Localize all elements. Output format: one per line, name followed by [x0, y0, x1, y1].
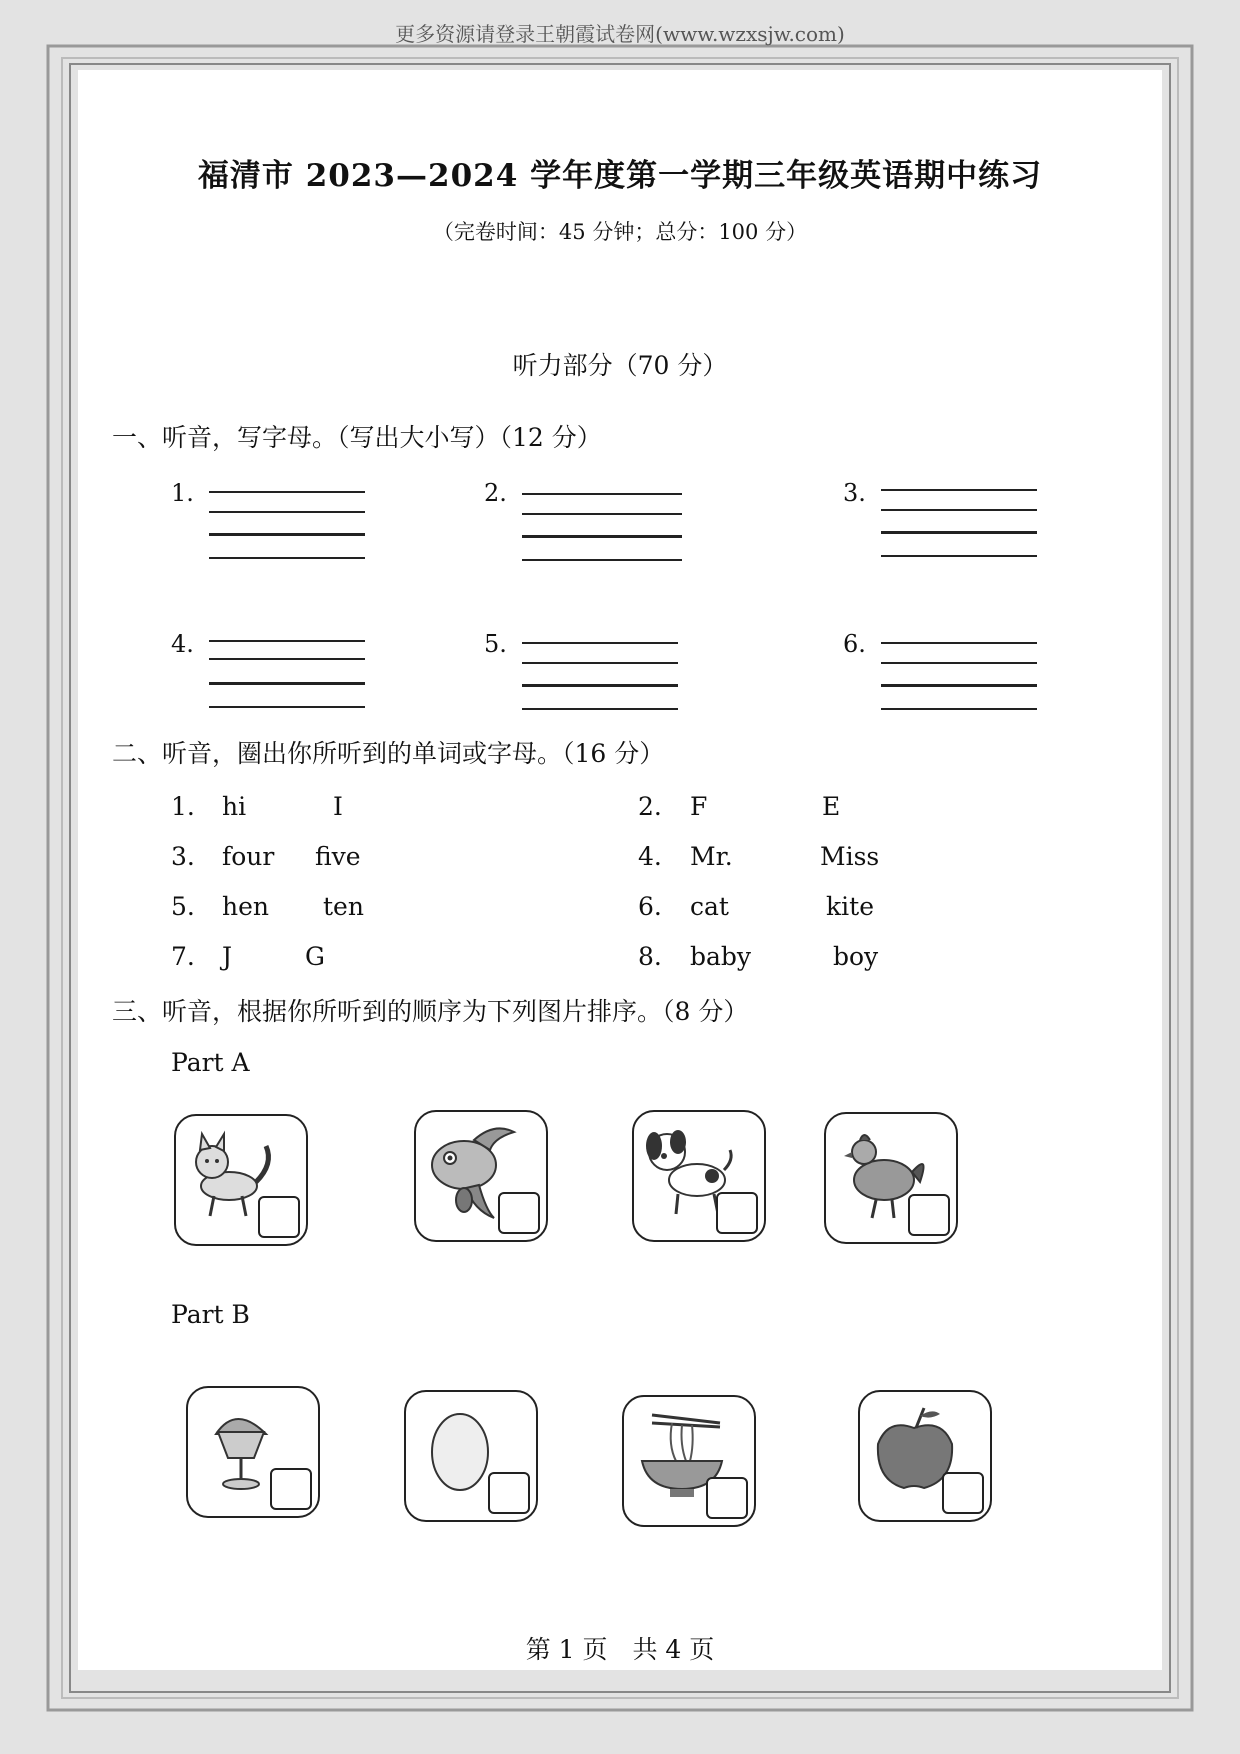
exam-title: 福清市 2023—2024 学年度第一学期三年级英语期中练习: [197, 158, 1043, 194]
line: [522, 708, 678, 710]
answer-box[interactable]: [488, 1472, 530, 1514]
answer-box[interactable]: [270, 1468, 312, 1510]
answer-box[interactable]: [706, 1477, 748, 1519]
item-number: 4.: [638, 842, 662, 871]
watermark-text: 更多资源请登录王朝霞试卷网(www.wzxsjw.com): [395, 22, 845, 46]
part-b-label: Part B: [171, 1300, 250, 1329]
line: [522, 493, 682, 495]
choice-b[interactable]: G: [305, 942, 325, 971]
choice-b[interactable]: kite: [826, 892, 874, 921]
choice-a[interactable]: hen: [222, 892, 269, 921]
line: [209, 640, 365, 642]
item-number: 1.: [171, 792, 195, 821]
write-lines-2[interactable]: [484, 479, 654, 565]
line: [522, 559, 682, 561]
item-number: 1.: [171, 479, 194, 507]
item-number: 3.: [171, 842, 195, 871]
answer-box[interactable]: [498, 1192, 540, 1234]
exam-subtitle: （完卷时间：45 分钟；总分：100 分）: [432, 220, 808, 244]
choice-a[interactable]: F: [690, 792, 708, 821]
choice-a[interactable]: baby: [690, 942, 752, 971]
line: [881, 708, 1037, 710]
line: [522, 684, 678, 687]
write-lines-4[interactable]: [171, 630, 341, 716]
line: [522, 513, 682, 515]
choice-b[interactable]: ten: [323, 892, 364, 921]
choice-b[interactable]: five: [315, 842, 361, 871]
line: [881, 684, 1037, 687]
item-number: 5.: [171, 892, 195, 921]
line: [881, 662, 1037, 664]
answer-box[interactable]: [942, 1472, 984, 1514]
line: [522, 662, 678, 664]
choice-b[interactable]: I: [333, 792, 343, 821]
choice-b[interactable]: Miss: [820, 842, 880, 871]
section1-title: 一、听音，写字母。（写出大小写）（12 分）: [112, 423, 602, 452]
line: [881, 555, 1037, 557]
choice-b[interactable]: boy: [833, 942, 879, 971]
line: [881, 489, 1037, 491]
picture-egg: [404, 1390, 538, 1522]
line: [209, 533, 365, 536]
answer-box[interactable]: [908, 1194, 950, 1236]
answer-box[interactable]: [258, 1196, 300, 1238]
picture-hen: [824, 1112, 958, 1244]
line: [881, 642, 1037, 644]
choice-a[interactable]: J: [222, 942, 233, 971]
write-lines-6[interactable]: [843, 630, 1013, 716]
line: [209, 658, 365, 660]
choice-a[interactable]: four: [222, 842, 275, 871]
item-number: 2.: [638, 792, 662, 821]
line: [209, 706, 365, 708]
choice-a[interactable]: hi: [222, 792, 247, 821]
line: [522, 535, 682, 538]
line: [522, 642, 678, 644]
line: [209, 491, 365, 493]
picture-cat: [174, 1114, 308, 1246]
picture-fish: [414, 1110, 548, 1242]
item-number: 5.: [484, 630, 507, 658]
picture-ice-cream: [186, 1386, 320, 1518]
section2-title: 二、听音，圈出你所听到的单词或字母。（16 分）: [112, 739, 665, 768]
item-number: 8.: [638, 942, 662, 971]
item-number: 3.: [843, 479, 866, 507]
write-lines-1[interactable]: [171, 479, 341, 565]
line: [209, 682, 365, 685]
write-lines-3[interactable]: [843, 479, 1013, 565]
item-number: 2.: [484, 479, 507, 507]
listening-header: 听力部分（70 分）: [512, 351, 728, 380]
item-number: 7.: [171, 942, 195, 971]
item-number: 6.: [638, 892, 662, 921]
choice-b[interactable]: E: [822, 792, 841, 821]
answer-box[interactable]: [716, 1192, 758, 1234]
item-number: 4.: [171, 630, 194, 658]
picture-dog: [632, 1110, 766, 1242]
line: [209, 557, 365, 559]
write-lines-5[interactable]: [484, 630, 654, 716]
part-a-label: Part A: [171, 1048, 250, 1077]
item-number: 6.: [843, 630, 866, 658]
page-footer: 第 1 页 共 4 页: [525, 1635, 715, 1664]
line: [209, 511, 365, 513]
line: [881, 509, 1037, 511]
choice-a[interactable]: cat: [690, 892, 729, 921]
choice-a[interactable]: Mr.: [690, 842, 733, 871]
section3-title: 三、听音，根据你所听到的顺序为下列图片排序。（8 分）: [112, 997, 749, 1026]
picture-apple: [858, 1390, 992, 1522]
picture-noodles: [622, 1395, 756, 1527]
line: [881, 531, 1037, 534]
